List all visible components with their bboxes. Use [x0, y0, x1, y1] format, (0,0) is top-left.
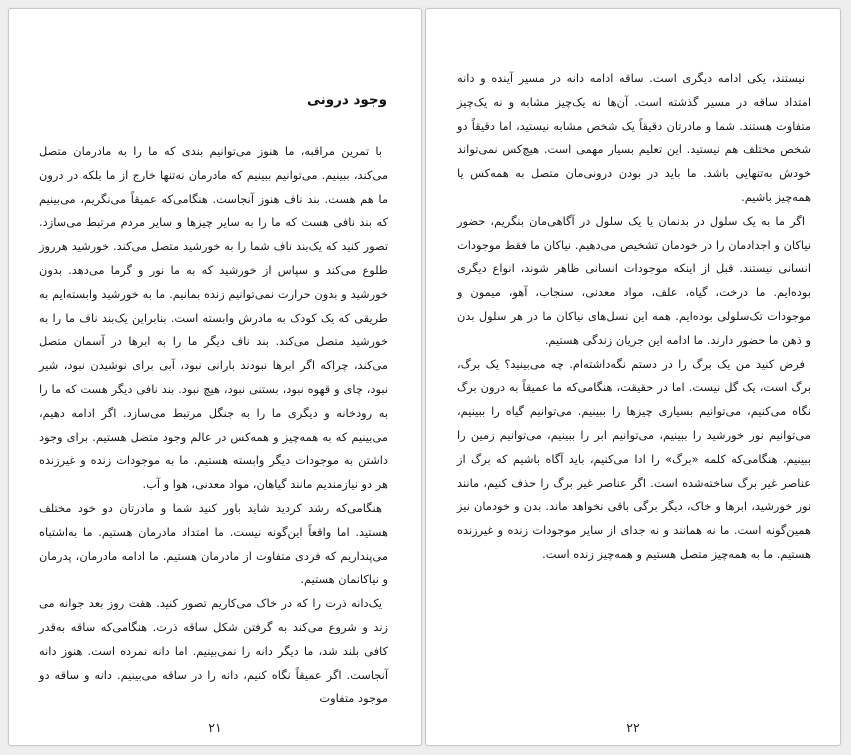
right-page [425, 8, 841, 746]
paragraph: فرض کنید من یک برگ را در دستم نگه‌داشته‌ام. چه می‌بینید؟ یک برگ، برگ است، یک گل نیست. اما در حقیقت، هنگامی‌که ما عمیقاً به درون برگ نگاه می‌کنیم، می‌توانیم بسیاری چیزها را ببینیم. می‌توانیم گیاه را ببینیم، می‌توانیم نور خورشید را ببینیم، می‌توانیم ابر را ببینیم، می‌توانیم زمین را ببینیم. هنگامی‌که کلمه «برگ» را ادا می‌کنیم، باید آگاه باشیم که برگ از عناصر غیر برگ ساخته‌شده است. اگر عناصر غیر برگ را حذف کنیم، مانند نور خورشید، ابرها و خاک، دیگر برگی باقی نخواهد ماند. بدن و خودمان نیز همین‌گونه است. ما نه همانند و نه جدای از سایر موجودات زنده و غیرزنده هستیم. ما به همه‌چیز متصل هستیم و همه‌چیز زنده است. [457, 356, 811, 561]
page-number: ۲۲ [626, 720, 640, 735]
paragraph: با تمرین مراقبه، ما هنوز می‌توانیم بندی که ما را به مادرمان متصل می‌کند، ببینیم. می‌توانیم ببینیم که مادرمان نه‌تنها خارج از ما بلکه در درون ما هم هست. بند ناف هنوز آنجاست. هنگامی‌که عمیقاً می‌نگریم، می‌بینیم که بند نافی هست که ما را به سایر چیزها و سایر مردم مرتبط می‌سازد. تصور کنید که یک‌بند ناف شما را به خورشید متصل می‌کند. خورشید هرروز طلوع می‌کند و سپاس از خورشید که به ما نور و گرما می‌دهد. بدون خورشید و بدون حرارت نمی‌توانیم زنده بمانیم. ما به خورشید وابسته‌ایم به طریقی که یک کودک به مادرش وابسته است. بنابراین یک‌بند ناف ما را به خورشید متصل می‌کند. بند ناف دیگر ما را به ابرها در آسمان متصل می‌کند، چراکه اگر ابرها نبودند بارانی نبود، آبی برای نوشیدن نبود، شیر نبود، چای و قهوه نبود، بستنی نبود، هیچ نبود. بند نافی دیگر هست که ما را به رودخانه و دیگری ما را به جنگل مرتبط می‌سازد. اگر ادامه دهیم، می‌بینیم که به همه‌چیز و همه‌کس در عالم وجود متصل هستیم. برای وجود داشتن به موجودات دیگر وابسته هستیم. ما به موجودات زنده و غیرزنده هر دو نیازمندیم مانند گیاهان، مواد معدنی، هوا و آب. [39, 144, 388, 492]
paragraph: یک‌دانه ذرت را که در خاک می‌کاریم تصور کنید. هفت روز بعد جوانه می زند و شروع می‌کند به گرفتن شکل ساقه ذرت. هنگامی‌که ساقه به‌قدر کافی بلند شد، ما دیگر دانه را نمی‌بینیم. اما دانه نمرده است. هنوز دانه آنجاست. اگر عمیقاً نگاه کنیم، دانه را در ساقه می‌بینیم. دانه و ساقه دو موجود متفاوت [39, 596, 388, 706]
paragraph: هنگامی‌که رشد کردید شاید باور کنید شما و مادرتان دو خود مختلف هستید. اما واقعاً این‌گونه نیست. ما امتداد مادرمان هستیم. ما به‌اشتباه می‌پنداریم که فردی متفاوت از مادرمان هستیم. ما ادامه مادرمان، پدرمان و نیاکانمان هستیم. [39, 500, 388, 587]
page-number: ۲۱ [208, 720, 222, 735]
section-heading: وجود درونی [306, 92, 387, 108]
left-page-text [39, 140, 388, 711]
right-page-text [457, 67, 811, 567]
paragraph: نیستند، یکی ادامه دیگری است. ساقه ادامه دانه در مسیر آینده و دانه امتداد ساقه در مسیر گذشته است. آن‌ها نه یک‌چیز مشابه و نه یک‌چیز متفاوت هستند. شما و مادرتان دقیقاً یک شخص مشابه نیستید، اما دقیقاً دو شخص مختلف هم نیستید. این تعلیم بسیار مهمی است. هیچ‌کس نمی‌تواند خودش به‌تنهایی باشد. ما باید در بودن درونی‌مان متصل به همه‌کس یا همه‌چیز باشیم. [457, 71, 811, 204]
paragraph: اگر ما به یک سلول در بدنمان یا یک سلول در آگاهی‌مان بنگریم، حضور نیاکان و اجدادمان را در خودمان تشخیص می‌دهیم. نیاکان ما فقط موجودات انسانی نیستند. قبل از اینکه موجودات انسانی ظاهر شوند، انواع دیگری بوده‌ایم. ما درخت، گیاه، علف، مواد معدنی، سنجاب، آهو، میمون و موجودات تک‌سلولی بوده‌ایم. همه این نسل‌های نیاکان ما در هر سلول بدن و ذهن ما حضور دارند. ما ادامه این جریان زندگی هستیم. [457, 213, 811, 347]
left-page [8, 8, 422, 746]
